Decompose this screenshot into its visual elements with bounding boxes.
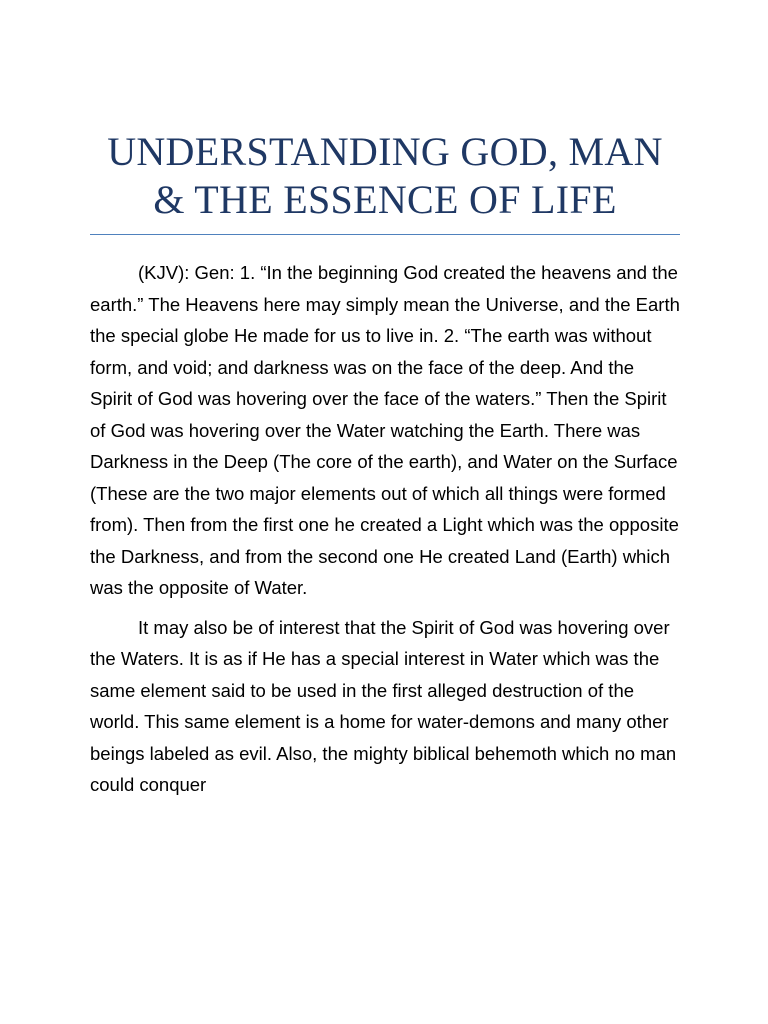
title-line-2: & THE ESSENCE OF LIFE [153,177,617,222]
paragraph-2: It may also be of interest that the Spirit of God was hovering over the Waters. It is as if He has a special interest in Water which was the same element said to be used in the first alleged destruction of the world. This same element is a home for water-demons and many other beings labeled as evil. Also, the mighty biblical behemoth which no man could conquer [90,616,677,795]
document-body [90,257,680,801]
title-line-1: UNDERSTANDING GOD, MAN [107,129,663,174]
title-divider [90,234,680,235]
paragraph-1: (KJV): Gen: 1. “In the beginning God created the heavens and the earth.” The Heavens here may simply mean the Universe, and the Earth the special globe He made for us to live in. 2. “The earth was without form, and void; and darkness was on the face of the deep. And the Spirit of God was hovering over the face of the waters.” Then the Spirit of God was hovering over the Water watching the Earth. There was Darkness in the Deep (The core of the earth), and Water on the Surface (These are the two major elements out of which all things were formed from). Then from the first one he created a Light which was the opposite the Darkness, and from the second one He created Land (Earth) which was the opposite of Water. [90,262,680,598]
page-title [90,0,680,224]
